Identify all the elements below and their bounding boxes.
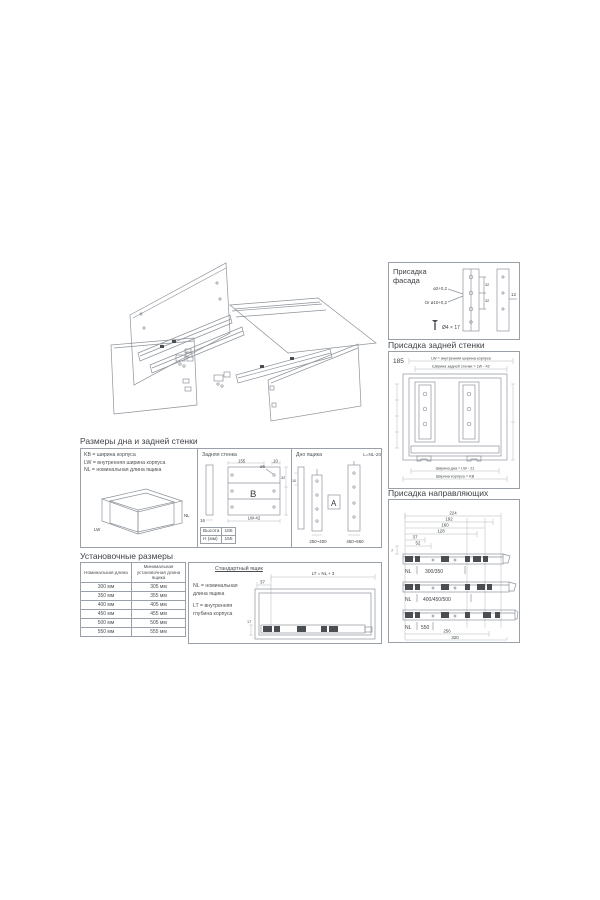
back-drilling-title: Присадка задней стенки (388, 340, 485, 350)
dim-17: 17 (247, 620, 252, 624)
exploded-drawer-view (80, 253, 385, 443)
back-wall-dim-10: 10 (273, 459, 278, 464)
sizes-title: Размеры дна и задней стенки (80, 436, 198, 446)
facade-title-line2: фасада (393, 276, 420, 285)
facade-screw-label: Ø4 × 17 (442, 325, 460, 331)
install-section (80, 562, 382, 646)
back-drilling-drawing (389, 352, 519, 488)
rails-dim-52: 52 (415, 540, 421, 546)
rails-dim-192: 192 (445, 516, 453, 522)
table-row (81, 591, 186, 600)
back-wall-dim-16: 16 (200, 518, 205, 523)
legend-kb: KB = ширина корпуса (84, 452, 136, 458)
back-drilling-185: 185 (393, 358, 404, 365)
install-title: Установочные размеры (80, 551, 173, 561)
rails-dim-128: 128 (437, 528, 445, 534)
rail1-nl-label: NL (405, 569, 412, 575)
min-length: 305 мм (132, 582, 186, 591)
facade-hole-small-label: ø2+0,2 (433, 286, 447, 291)
bottom-title: Дно ящика (296, 452, 322, 458)
rails-title: Присадка направляющих (388, 488, 489, 498)
standard-drawer-drawing (247, 565, 379, 643)
back-drilling-dim-lw: LW = внутренняя ширина корпуса (431, 356, 491, 361)
standard-drawer-header: Стандартный ящик (215, 566, 263, 572)
iso-box-sketch (84, 481, 194, 543)
standard-drawer-panel (188, 562, 382, 644)
legend-lw: LW = внутренняя ширина корпуса (84, 459, 166, 466)
back-wall-drawing (198, 459, 292, 525)
exploded-drawer-drawing (80, 253, 385, 443)
rail1-length-label: 300/350 (425, 569, 444, 575)
legend-lt-line: LT = внутренняя глубина корпуса (193, 603, 233, 617)
rails-dim-7: 7 (391, 549, 394, 553)
rails-drawing (389, 500, 519, 642)
bottom-panel-drawing (292, 459, 384, 545)
rail3-nl-label: NL (405, 625, 412, 631)
facade-dim-12: 12 (511, 292, 516, 297)
iso-lw-label: LW (94, 527, 101, 532)
table-row (81, 618, 186, 627)
rail2-nl-label: NL (405, 597, 412, 603)
rail2-length-label: 400/450/500 (423, 597, 451, 603)
nominal-length: 400 мм (81, 600, 132, 609)
bottom-dim-10: 10 (292, 479, 297, 483)
standard-drawer-legend (193, 583, 247, 618)
height-label: Высота (201, 527, 222, 535)
facade-title-line1: Присадка (393, 267, 427, 276)
legend-nl-line: NL = номинальная длина ящика (193, 583, 238, 597)
nominal-length: 350 мм (81, 591, 132, 600)
min-length: 405 мм (132, 600, 186, 609)
iso-nl-label: NL (184, 513, 190, 518)
back-drilling-panel (388, 351, 520, 489)
bottom-letter-a: A (331, 499, 337, 508)
min-length: 555 мм (132, 627, 186, 636)
nominal-length: 550 мм (81, 627, 132, 636)
table-row (81, 609, 186, 618)
rail3-length-label: 550 (421, 625, 430, 631)
install-col1-header: Номинальная длина (81, 563, 132, 583)
back-wall-column (197, 449, 292, 547)
bottom-range-left: 250~400 (309, 539, 327, 544)
min-length: 455 мм (132, 609, 186, 618)
nominal-length: 500 мм (81, 618, 132, 627)
rails-dim-320: 320 (451, 634, 459, 640)
nominal-length: 300 мм (81, 582, 132, 591)
install-table (80, 562, 186, 637)
facade-drilling-panel (388, 262, 520, 340)
back-wall-letter-b: B (250, 489, 257, 500)
height-value: 185 (222, 527, 235, 535)
rails-dim-37: 37 (412, 534, 418, 540)
facade-dim-32b: 32 (485, 299, 490, 303)
min-length: 355 мм (132, 591, 186, 600)
dim-37: 37 (260, 579, 265, 585)
legend-nl: NL = номинальная длина ящика (84, 467, 162, 474)
rails-dim-160: 160 (441, 522, 449, 528)
back-wall-height-table (200, 527, 236, 544)
bottom-panel-column (291, 449, 384, 547)
h-mm-value: 155 (222, 535, 235, 543)
table-row (81, 627, 186, 636)
bottom-range-right: 450~550 (346, 539, 364, 544)
sizes-legend-column (81, 449, 197, 547)
table-row (81, 582, 186, 591)
back-wall-dim-155: 155 (238, 459, 246, 464)
install-col2-header: Минимальная установочная длина ящика (132, 563, 186, 583)
facade-dim-32a: 32 (485, 283, 490, 287)
dim-lt-nl3: LT = NL + 3 (311, 571, 335, 576)
back-drilling-dim-kb: Ширина корпуса = KB (435, 474, 475, 479)
rails-panel (388, 499, 520, 643)
back-wall-hole-label: ø6 (260, 464, 266, 469)
back-drilling-dim-bottomwidth: Ширина дна = LW - 21 (435, 466, 475, 471)
min-length: 505 мм (132, 618, 186, 627)
back-wall-dim-32: 32 (281, 476, 286, 480)
rails-dim-256: 256 (443, 628, 451, 634)
back-drilling-dim-backwidth: Ширина задней стенки = LW - 42 (432, 364, 490, 369)
h-mm-label: H (мм) (201, 535, 222, 543)
back-wall-dim-lw42: LW-42 (247, 515, 261, 521)
screw-icon (432, 320, 438, 330)
facade-drilling-drawing (389, 263, 519, 339)
bottom-length-label: L=NL-20 (363, 452, 381, 457)
rails-dim-224: 224 (449, 510, 457, 516)
nominal-length: 450 мм (81, 609, 132, 618)
back-wall-title: Задняя стенка (202, 452, 237, 458)
sizes-panel (80, 448, 382, 548)
table-row (81, 600, 186, 609)
facade-hole-large-label: Or ø10+0,2 (424, 300, 447, 305)
